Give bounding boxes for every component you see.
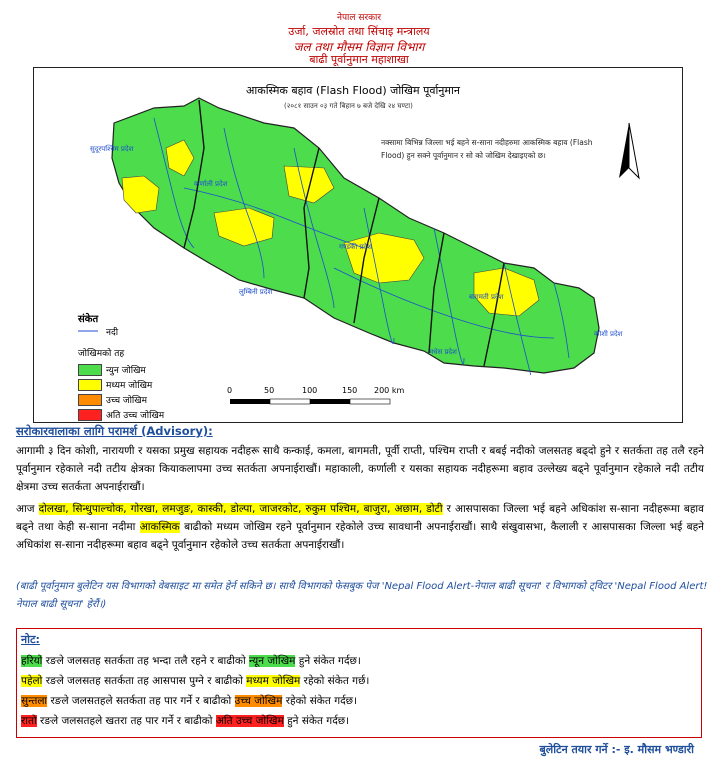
highlighted-flash: आकस्मिक xyxy=(139,521,180,533)
para2-suffix: बाढीको मध्यम जोखिम रहने पूर्वानुमान रहेकोले उच्च सावधानी अपनाईराखौं। साथै संखुवासभा, कैलाली र आसपासका जिल्ला भई बहने अधिकांश स-साना नदीहरूमा बहाव बढ्ने पूर्वानुमान रहेकोले उच्च सतर्कता अपनाईराखौं। xyxy=(16,521,704,551)
red-text-b: हुने संकेत गर्दछ। xyxy=(283,715,350,727)
province-label-gandaki: गण्डकी प्रदेश xyxy=(339,243,372,251)
header-ministry: उर्जा, जलस्रोत तथा सिंचाइ मन्त्रालय xyxy=(288,25,430,38)
red-text-a: रङले जलसतहले खतरा तह पार गर्ने र बाढीको xyxy=(36,715,216,727)
red-risk: अति उच्च जोखिम xyxy=(215,715,284,727)
color-note-box xyxy=(16,628,702,738)
scale-tick-0: 0 xyxy=(227,386,233,395)
note-line-orange xyxy=(21,694,357,708)
note-line-red xyxy=(21,714,349,728)
legend-risk-title: जोखिमको तह xyxy=(78,349,125,359)
header-government: नेपाल सरकार xyxy=(336,13,382,23)
bulletin-credit: बुलेटिन तयार गर्ने :- इ. मौसम भण्डारी xyxy=(539,743,694,756)
green-text-a: रङले जलसतह सतर्कता तह भन्दा तलै रहने र बाढीको xyxy=(42,655,250,667)
red-word: रातो xyxy=(21,715,37,727)
legend-label-high: उच्च जोखिम xyxy=(106,396,147,406)
orange-word: सुन्तला xyxy=(21,695,48,707)
map-title: आकस्मिक बहाव (Flash Flood) जोखिम पूर्वानुमान xyxy=(246,84,460,97)
scale-tick-200: 200 km xyxy=(374,386,405,395)
scale-tick-150: 150 xyxy=(342,386,358,395)
province-label-bagmati: बागमती प्रदेश xyxy=(469,293,504,301)
map-subtitle: (२०८१ साउन ०३ गते बिहान ७ बजे देखि २४ घण्टा) xyxy=(284,102,413,110)
scale-bar xyxy=(230,399,390,404)
orange-text-a: रङले जलसतहले सतर्कता तह पार गर्ने र बाढीको xyxy=(47,695,235,707)
advisory-paragraph-1: आगामी ३ दिन कोशी, नारायणी र यसका प्रमुख सहायक नदीहरू साथै कन्काई, कमला, बागमती, पूर्वी राप्ती, पश्चिम राप्ती र बबई नदीको जलसतह बढ्दो हुने र सतर्कता तह तलै रहने पूर्वानुमान रहेकाले नदी तटीय क्षेत्रका कियाकलापमा उच्च सतर्कता अपनाईराखौं। महाकाली, कर्णाली र यसका सहायक नदीहरूमा बहाव उल्लेख्य बढ्ने पूर्वानुमान रहेकाले नदी तटीय क्षेत्रमा उच्च सतर्कता अपनाईराखौं। xyxy=(16,445,704,493)
scale-tick-100: 100 xyxy=(302,386,318,395)
flash-flood-map xyxy=(33,67,683,423)
legend-swatch-moderate xyxy=(78,379,102,391)
green-text-b: हुने संकेत गर्दछ। xyxy=(295,655,361,667)
advisory-title: सरोकारवालाका लागि परामर्श (Advisory): xyxy=(16,424,213,438)
legend-swatch-high xyxy=(78,394,102,406)
orange-risk: उच्च जोखिम xyxy=(234,695,283,707)
yellow-text-b: रहेको संकेत गर्छ। xyxy=(300,675,370,687)
website-info: (बाढी पूर्वानुमान बुलेटिन यस विभागको वेबसाइट मा समेत हेर्न सकिने छ। साथै विभागको फेसबुक पेज 'Nepal Flood Alert-नेपाल बाढी सूचना' र विभागको ट्विटर 'Nepal Flood Alert! नेपाल बाढी सूचना' हेरौं।) xyxy=(16,581,708,610)
yellow-risk: मध्यम जोखिम xyxy=(246,675,301,687)
highlighted-districts: दोलखा, सिन्धुपाल्चोक, गोरखा, लमजुङ, कास्की, डोल्पा, जाजरकोट, रुकुम पश्चिम, बाजुरा, अछाम, डोटी xyxy=(38,503,443,515)
north-arrow-icon xyxy=(619,123,639,178)
header-department: जल तथा मौसम विज्ञान विभाग xyxy=(293,40,425,54)
province-label-koshi: कोशी प्रदेश xyxy=(594,330,623,338)
province-label-karnali: कर्णाली प्रदेश xyxy=(194,180,228,188)
legend-label-moderate: मध्यम जोखिम xyxy=(106,381,153,391)
map-note: नक्सामा बिभिन्न जिल्ला भई बहने स-साना नदीहरुमा आकस्मिक बहाव (Flash Flood) हुन सक्ने पूर्वानुमान र सो को जोखिम देखाइएको छ। xyxy=(381,138,593,160)
note-line-yellow xyxy=(21,674,369,688)
note-title: नोट: xyxy=(21,633,40,646)
province-label-lumbini: लुम्बिनी प्रदेश xyxy=(239,288,273,296)
legend-label-very-high: अति उच्च जोखिम xyxy=(106,411,165,421)
yellow-word: पहेलो xyxy=(21,675,43,687)
scale-tick-50: 50 xyxy=(264,386,275,395)
header-division: बाढी पूर्वानुमान महाशाखा xyxy=(309,53,409,66)
legend-river-label: नदी xyxy=(106,328,119,338)
para2-prefix: आज xyxy=(16,503,39,515)
province-label-sudurpaschim: सुदूरपश्चिम प्रदेश xyxy=(90,145,134,153)
orange-text-b: रहेको संकेत गर्दछ। xyxy=(282,695,358,707)
para2-mid: र आसपासका जिल्ला भई बहने अधिकांश स-साना नदीहरूमा बहाव बढ्ने तथा केही स-साना नदीमा xyxy=(16,503,704,533)
green-risk: न्यून जोखिम xyxy=(249,655,296,667)
note-line-green xyxy=(21,654,361,668)
green-word: हरियो xyxy=(21,655,43,667)
province-label-madhes: मधेस प्रदेश xyxy=(429,348,457,356)
legend-swatch-low xyxy=(78,364,102,376)
legend-title: संकेत xyxy=(78,314,99,325)
advisory-paragraph-2 xyxy=(16,500,704,554)
legend-swatch-very-high xyxy=(78,409,102,421)
legend-label-low: न्युन जोखिम xyxy=(106,366,146,376)
yellow-text-a: रङले जलसतह सतर्कता तह आसपास पुग्ने र बाढीको xyxy=(42,675,247,687)
